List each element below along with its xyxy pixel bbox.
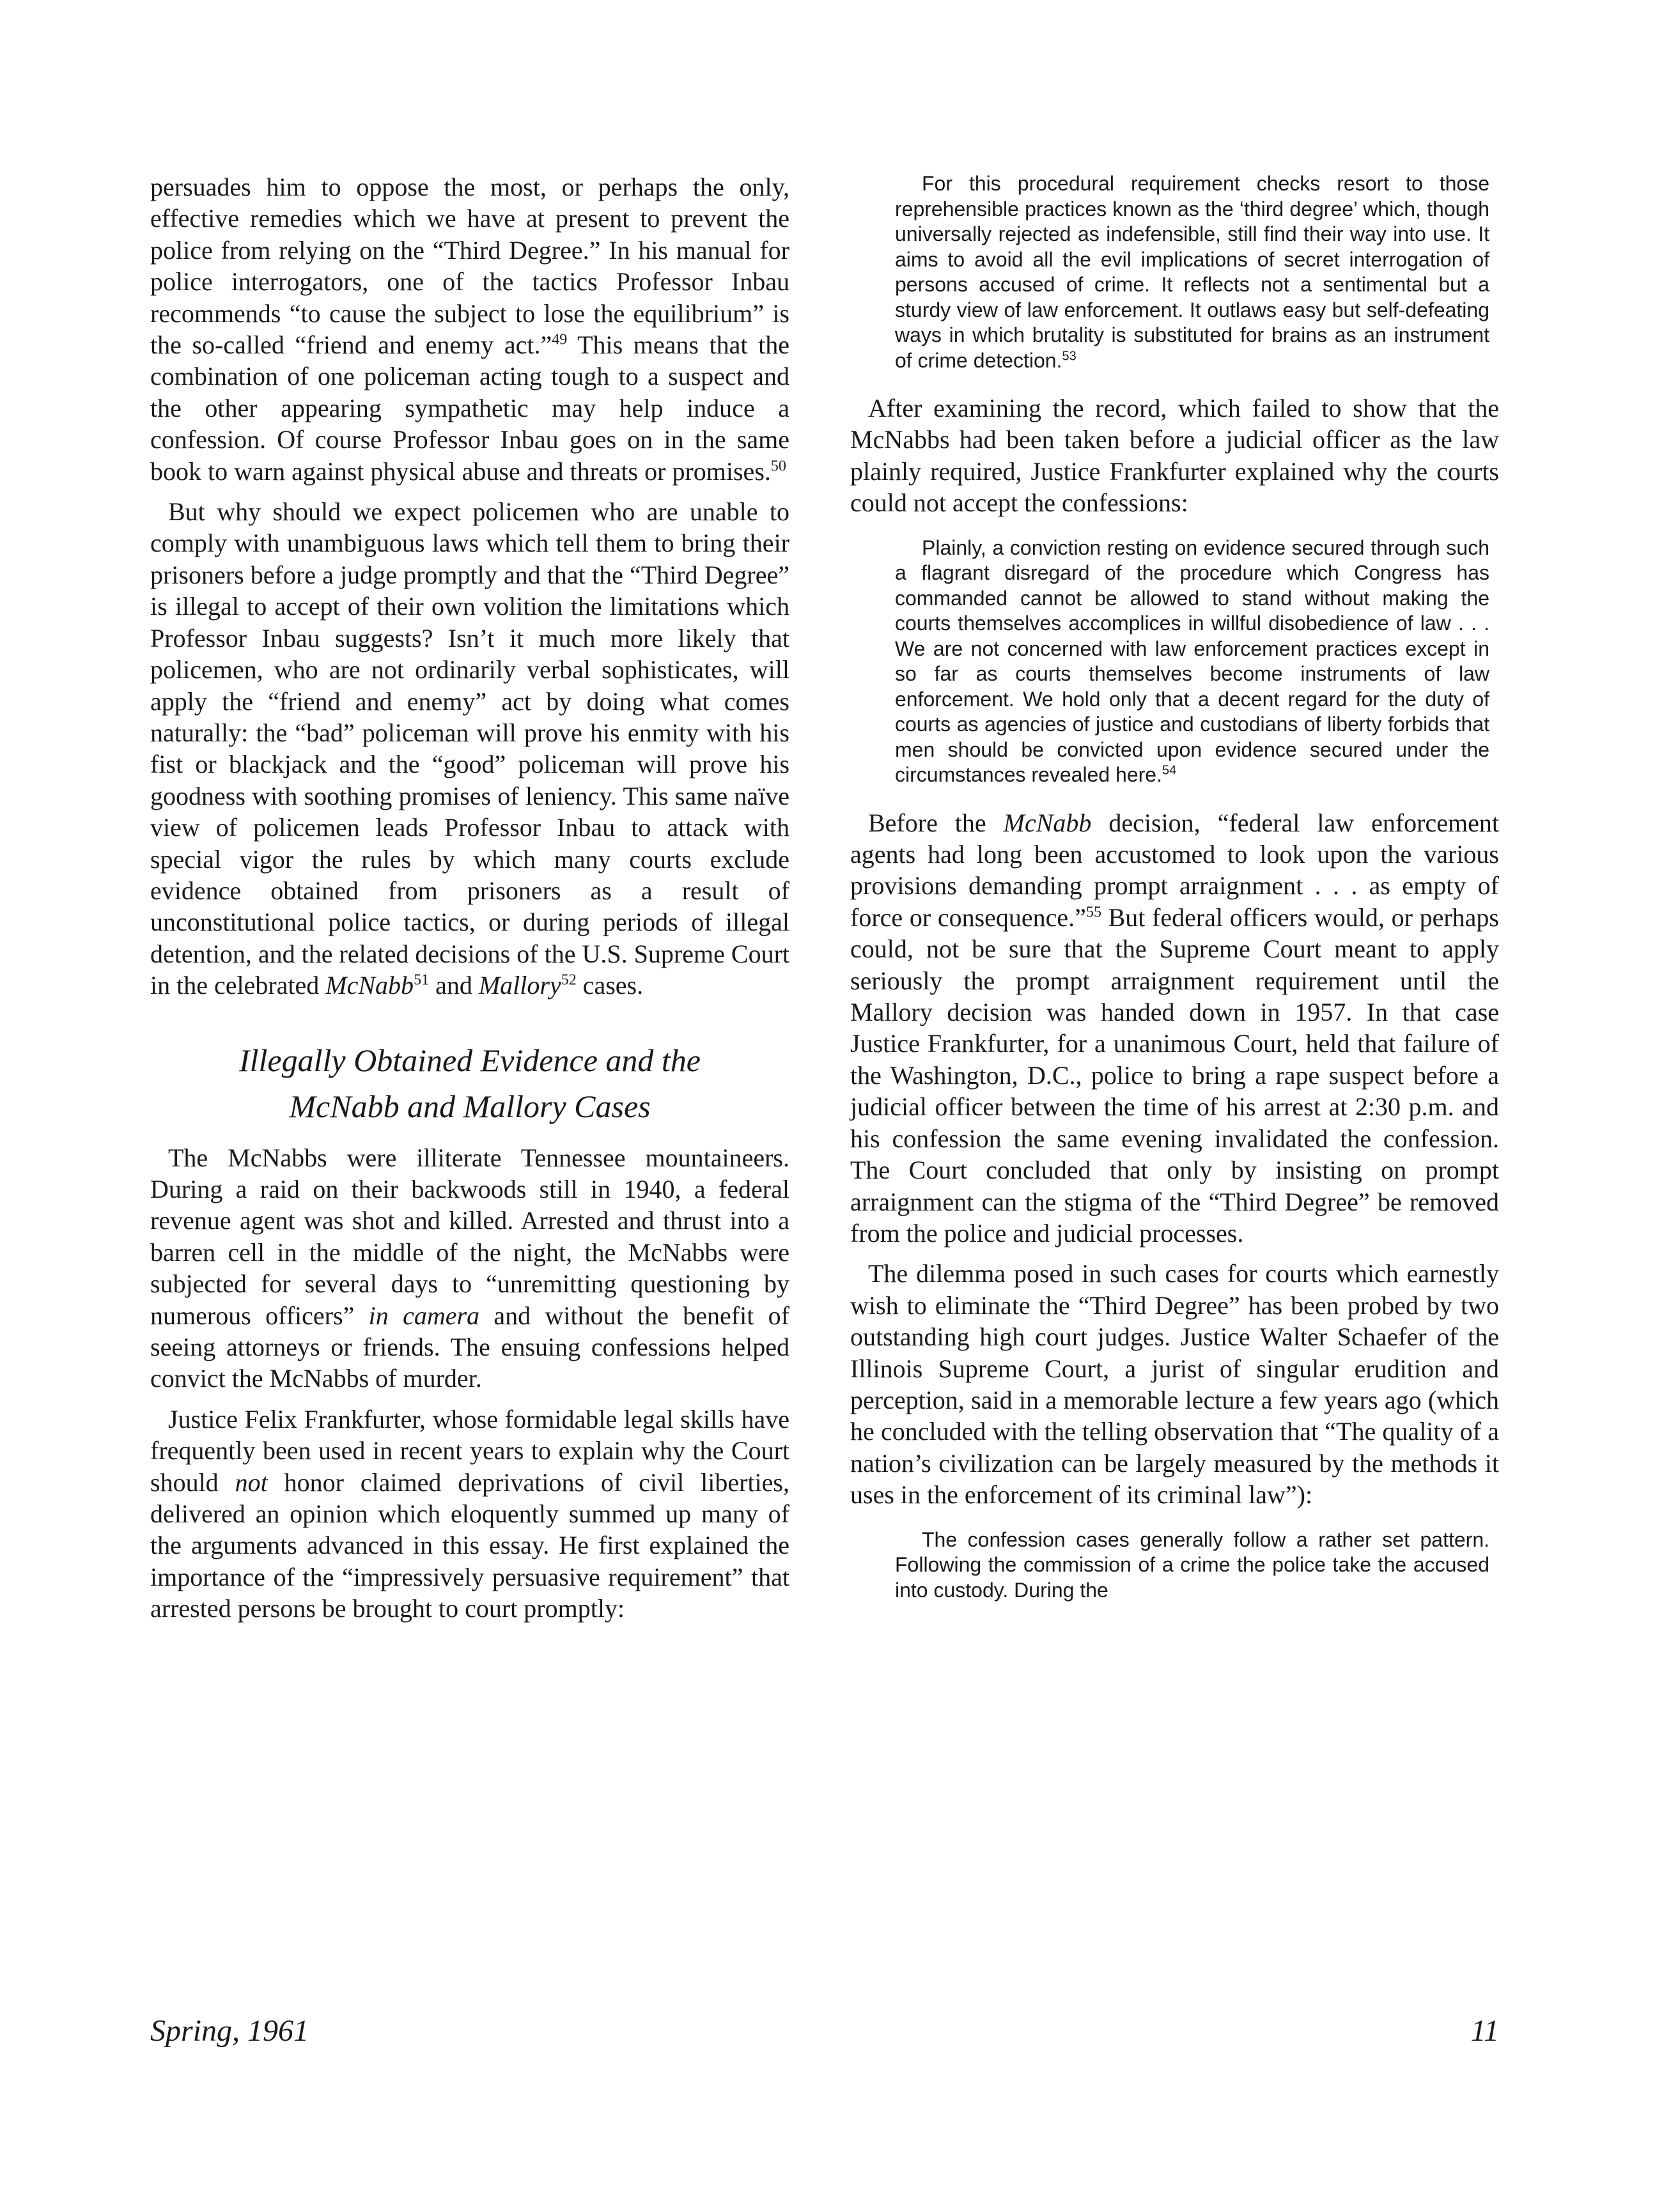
heading-line: McNabb and Mallory Cases — [289, 1088, 651, 1124]
issue-date: Spring, 1961 — [150, 2014, 309, 2048]
paragraph — [150, 1142, 789, 1395]
text-run: decision, “federal law enforcement agents had long been accustomed to look upon the various provisions demanding prompt arraignment . . . as empty of force or consequence.” — [850, 808, 1499, 932]
paragraph — [150, 171, 789, 487]
quote-text: Plainly, a conviction resting on evidence secured through such a flagrant disregard of the procedure which Congress has commanded cannot be allowed to stand without making the courts themselves accomplices in willful disobedience of law . . . We are not concerned with law enforcement practices except in so far as courts themselves become instruments of law enforcement. We hold only that a decent regard for the duty of courts as agencies of justice and custodians of liberty forbids that men should be convicted upon evidence secured under the circumstances revealed here. — [895, 536, 1489, 787]
footnote-ref: 53 — [1062, 348, 1076, 363]
footnote-ref: 54 — [1162, 763, 1177, 778]
quote-text: For this procedural requirement checks resort to those reprehensible practices known as the ‘third degree’ which, though universally rejected as indefensible, still find their way into use. It aims to avoid all the evil implications of secret interrogation of persons accused of crime. It reflects not a sentimental but a sturdy view of law enforcement. It outlaws easy but self-defeating ways in which brutality is substituted for brains as an instrument of crime detection. — [895, 172, 1489, 372]
text-run: Before the — [868, 808, 1004, 837]
paragraph — [850, 807, 1499, 1249]
text-run: honor claimed deprivations of civil liberties, delivered an opinion which eloquently summed up many of the arguments advanced in this essay. He first explained the importance of the “impressively persuasive requirement” that arrested persons be brought to court promptly: — [150, 1467, 789, 1623]
block-quote — [850, 536, 1499, 788]
footnote-ref: 49 — [552, 331, 568, 348]
case-name: Mallory — [478, 971, 561, 1000]
text-run: But why should we expect policemen who are unable to comply with unambiguous laws which tell them to bring their prisoners before a judge promptly and that the “Third Degree” is illegal to accept of their own volition the limitations which Professor Inbau suggests? Isn’t it much more likely that policemen, who are not ordinarily verbal sophisticates, will apply the “friend and enemy” act by doing what comes naturally: the “bad” policeman will prove his enmity with his fist or blackjack and the “good” policeman will prove his goodness with soothing promises of leniency. This same naïve view of policemen leads Professor Inbau to attack with special vigor the rules by which many courts exclude evidence obtained from prisoners as a result of unconstitutional police tactics, or during periods of illegal detention, and the related decisions of the U.S. Supreme Court in the celebrated — [150, 497, 789, 1000]
case-name: McNabb — [325, 971, 414, 1000]
block-quote — [850, 171, 1499, 373]
paragraph — [150, 496, 789, 1002]
paragraph — [150, 1404, 789, 1625]
italic-phrase: not — [235, 1467, 268, 1497]
text-run: and — [429, 971, 479, 1000]
italic-phrase: in camera — [368, 1301, 480, 1330]
text-run: But federal officers would, or perhaps could, not be sure that the Supreme Court meant to apply seriously the prompt arraignment requirement until the Mallory decision was handed down in 1957. In that case Justice Frankfurter, for a unanimous Court, held that failure of the Washington, D.C., police to bring a rape suspect before a judicial officer between the time of his arrest at 2:30 p.m. and his confession the same evening invalidated the confession. The Court concluded that only by insisting on prompt arraignment can the stigma of the “Third Degree” be removed from the police and judicial processes. — [850, 902, 1499, 1248]
paragraph: The dilemma posed in such cases for courts which earnestly wish to eliminate the “Third Degree” has been probed by two outstanding high court judges. Justice Walter Schaefer of the Illinois Supreme Court, a jurist of singular erudition and perception, said in a memorable lecture a few years ago (which he concluded with the telling observation that “The quality of a nation’s civilization can be largely measured by the methods it uses in the enforcement of its criminal law”): — [850, 1259, 1499, 1510]
text-run: persuades him to oppose the most, or perhaps the only, effective remedies which we have at present to prevent the police from relying on the “Third Degree.” In his manual for police interrogators, one of the tactics Professor Inbau recommends “to cause the subject to lose the equilibrium” is the so-called “friend and enemy act.” — [150, 173, 789, 360]
paragraph: After examining the record, which failed to show that the McNabbs had been taken before a judicial officer as the law plainly required, Justice Frankfurter explained why the courts could not accept the confessions: — [850, 394, 1499, 518]
footnote-ref: 51 — [414, 971, 430, 989]
text-run: The McNabbs were illiterate Tennessee mountaineers. During a raid on their backwoods still in 1940, a federal revenue agent was shot and killed. Arrested and thrust into a barren cell in the middle of the night, the McNabbs were subjected for several days to “unremitting questioning by numerous officers” — [150, 1143, 789, 1330]
footnote-ref: 55 — [1085, 904, 1101, 921]
text-run: This means that the combination of one policeman acting tough to a suspect and the other appearing sympathetic may help induce a confession. Of course Professor Inbau goes on in the same book to warn against physical abuse and threats or promises. — [150, 330, 789, 486]
right-column — [850, 171, 1499, 1622]
section-heading — [150, 1037, 789, 1129]
case-name: McNabb — [1003, 808, 1092, 837]
text-run: and without the benefit of seeing attorneys or friends. The ensuing confessions helped convict the McNabbs of murder. — [150, 1301, 789, 1393]
footnote-ref: 52 — [561, 971, 577, 989]
left-column — [150, 171, 789, 1634]
heading-line: Illegally Obtained Evidence and the — [239, 1042, 701, 1078]
text-run: cases. — [576, 971, 644, 1000]
block-quote: The confession cases generally follow a rather set pattern. Following the commission of a crime the police take the accused into custody. During the — [895, 1528, 1489, 1602]
page-number: 11 — [1470, 2014, 1499, 2048]
footnote-ref: 50 — [770, 458, 786, 475]
text-run: Justice Felix Frankfurter, whose formidable legal skills have frequently been used in recent years to explain why the Court should — [150, 1404, 789, 1497]
